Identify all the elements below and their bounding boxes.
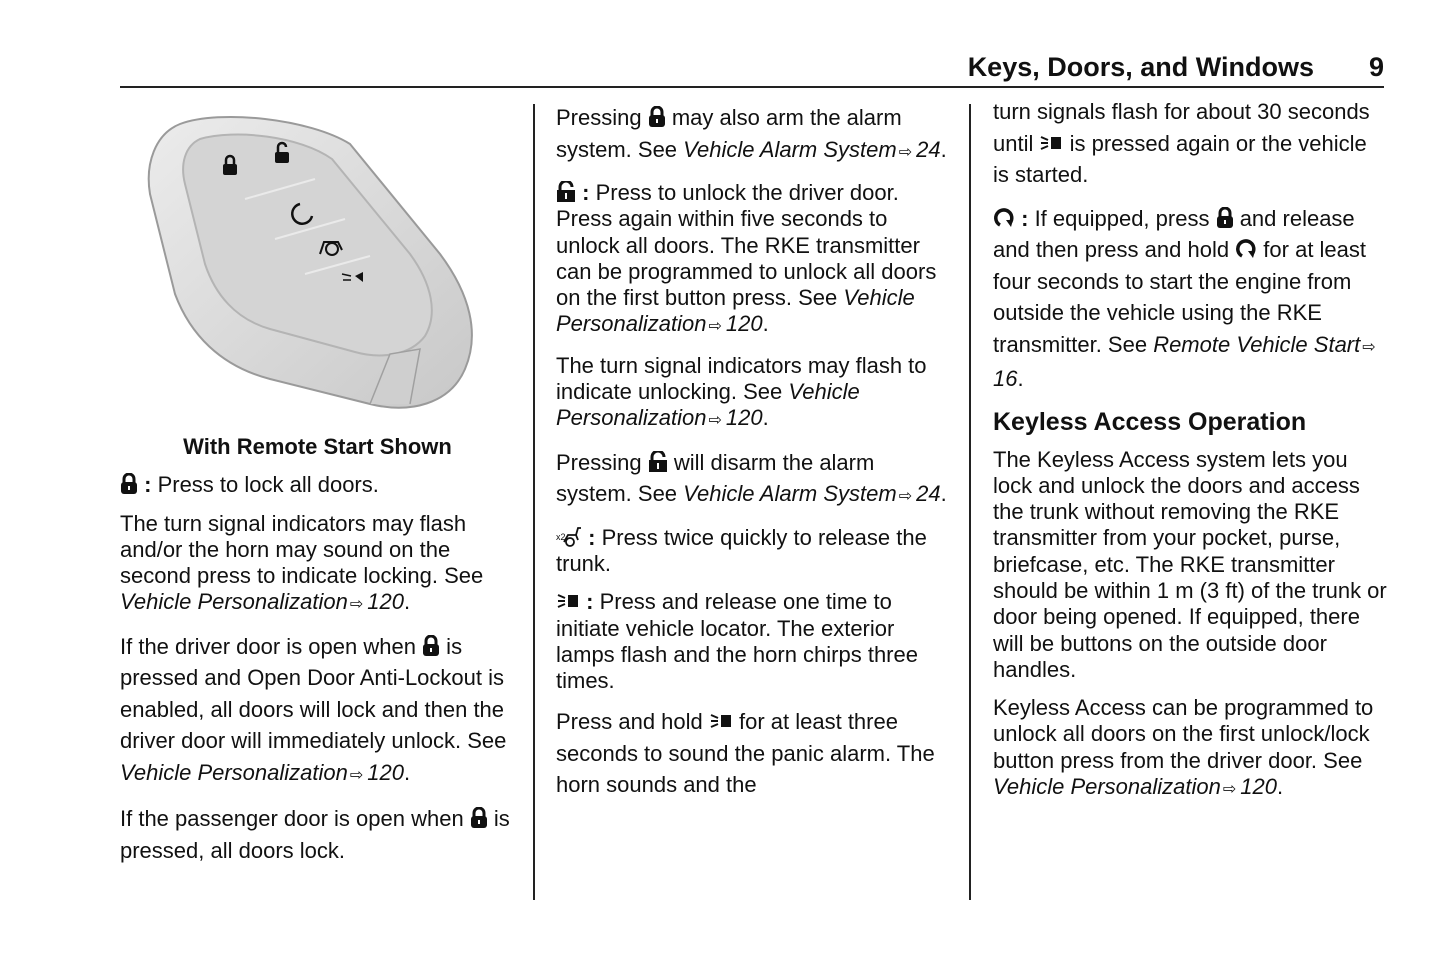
page-reference[interactable]: 120 [725,311,763,337]
paragraph: The turn signal indicators may flash and/or the horn may sound on the second press to indicate locking. See Vehicle Personalization ⇨ 120. [120,511,515,619]
page-arrow-icon: ⇨ [708,318,722,336]
paragraph: Pressing may also arm the alarm system. See Vehicle Alarm System ⇨ 24. [556,102,951,168]
paragraph: Keyless Access can be programmed to unlock all doors on the first unlock/lock button press from the driver door. See Vehicle Personalization ⇨ 120. [993,695,1388,803]
figure-caption: With Remote Start Shown [183,434,452,459]
page-reference[interactable]: 16 [993,366,1018,391]
vehicle-locator-icon [556,592,580,612]
lock-icon [120,473,138,495]
page-reference[interactable]: 120 [725,405,763,431]
cross-reference-link[interactable]: Remote Vehicle Start [1153,331,1361,357]
page-header [120,52,1384,88]
paragraph: The Keyless Access system lets you lock and unlock the doors and access the trunk without removing the RKE transmitter from your pocket, purse, briefcase, etc. The RKE transmitter should be within 1 m (3 ft) of the trunk or door being opened. If equipped, there will be buttons on the outside door handles. [993,446,1387,682]
section-heading: Keyless Access Operation [993,407,1307,436]
paragraph: If the passenger door is open when is pressed, all doors lock. [120,806,510,863]
cross-reference-link[interactable]: Vehicle Alarm System [683,481,897,507]
cross-reference-link[interactable]: Vehicle Alarm System [683,136,897,162]
cross-reference-link[interactable]: Vehicle Personalization [993,774,1221,800]
paragraph: The turn signal indicators may flash to indicate unlocking. See Vehicle Personalization ⇨ 120. [556,353,951,435]
cross-reference-link[interactable]: Vehicle Personalization [120,589,348,615]
locator-button-description: : Press and release one time to initiate vehicle locator. The exterior lamps flash and the horn chirps three times. [556,589,918,694]
remote-start-icon [1235,238,1257,260]
page-arrow-icon: ⇨ [898,143,913,161]
lock-icon [422,635,440,657]
cross-reference-link[interactable]: Vehicle Personalization [556,285,915,337]
svg-text:x2: x2 [556,531,566,542]
column-3 [993,96,1388,815]
paragraph: If the driver door is open when is pressed and Open Door Anti-Lockout is enabled, all doors will lock and then the driver door will immediately unlock. See Vehicle Personalization ⇨ 120. [120,631,515,792]
paragraph: turn signals flash for about 30 seconds until is pressed again or the vehicle is started. [993,99,1370,187]
lock-icon [470,807,488,829]
page-reference[interactable]: 24 [916,481,941,507]
page-reference[interactable]: 24 [916,136,941,162]
paragraph: Press and hold for at least three seconds to sound the panic alarm. The horn sounds and the [556,709,935,798]
page-arrow-icon: ⇨ [349,596,364,614]
page-reference[interactable]: 120 [367,759,404,785]
column-divider-2 [969,104,971,900]
key-fob-illustration [120,104,530,426]
page-reference[interactable]: 120 [367,589,404,615]
page-arrow-icon: ⇨ [708,412,722,430]
lock-icon [648,106,666,128]
trunk-button-description: x2 : Press twice quickly to release the trunk. [556,524,927,576]
unlock-button-description: : Press to unlock the driver door. Press again within five seconds to unlock all doors. The RKE transmitter can be programmed to unlock all doors on the first button press. See Vehicle Personalization ⇨ 120. [556,180,951,341]
vehicle-locator-icon [1039,134,1063,154]
remote-start-button-description: : If equipped, press and release and then press and hold for at least four seconds to start the engine from outside the vehicle using the RKE transmitter. See Remote Vehicle Start ⇨16. [993,205,1376,391]
page-arrow-icon: ⇨ [1362,338,1376,356]
column-divider-1 [533,104,535,900]
page-number: 9 [1368,52,1384,82]
vehicle-locator-icon [709,712,733,732]
column-1 [120,104,515,878]
remote-start-icon [993,207,1015,229]
section-title: Keys, Doors, and Windows [967,52,1314,82]
cross-reference-link[interactable]: Vehicle Personalization [120,759,348,785]
lock-icon [1216,207,1234,229]
unlock-icon [556,181,576,203]
unlock-icon [648,451,668,473]
page-arrow-icon: ⇨ [1222,781,1237,799]
cross-reference-link[interactable]: Vehicle Personalization [556,379,860,431]
page-arrow-icon: ⇨ [898,488,913,506]
paragraph: Pressing will disarm the alarm system. See Vehicle Alarm System ⇨ 24. [556,447,951,513]
page-reference[interactable]: 120 [1240,774,1277,800]
trunk-release-icon [556,526,582,548]
lock-button-description: : Press to lock all doors. [120,472,515,498]
page-arrow-icon: ⇨ [349,766,364,784]
column-2 [556,102,951,813]
